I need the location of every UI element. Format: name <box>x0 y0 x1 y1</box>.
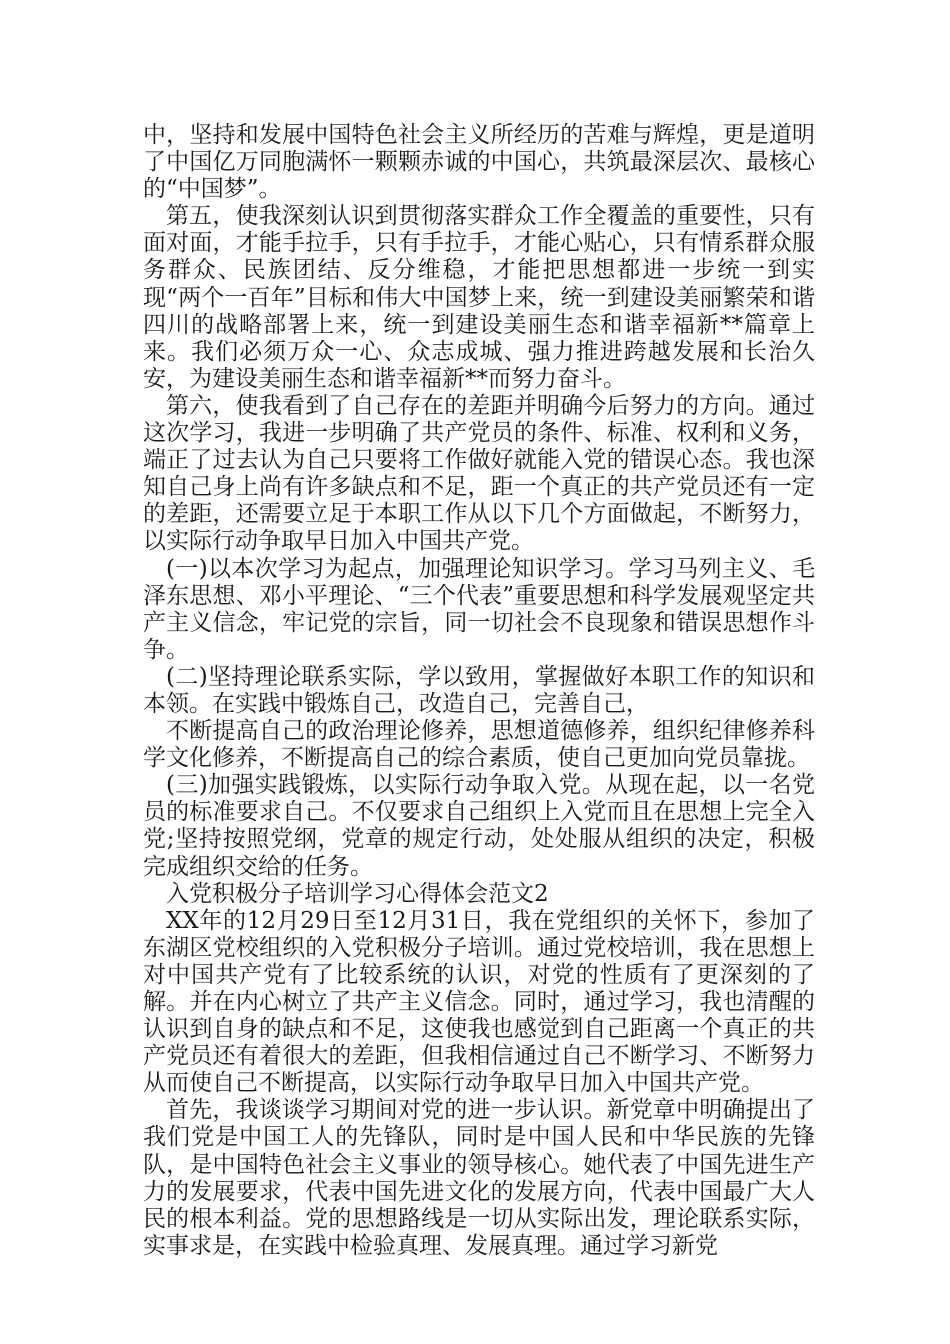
paragraph-training-intro: XX年的12月29日至12月31日，我在党组织的关怀下，参加了东湖区党校组织的入党积极分子培训。通过党校培训，我在思想上对中国共产党有了比较系统的认识，对党的性质有了更深刻的了解。并在内心树立了共产主义信念。同时，通过学习，我也清醒的认识到自身的缺点和不足，这使我也感觉到自己距离一个真正的共产党员还有着很大的差距，但我相信通过自己不断学习、不断努力从而使自己不断提高，以实际行动争取早日加入中国共产党。 <box>143 907 815 1097</box>
paragraph-first-understanding: 首先，我谈谈学习期间对党的进一步认识。新党章中明确提出了我们党是中国工人的先锋队，同时是中国人民和中华民族的先锋队，是中国特色社会主义事业的领导核心。她代表了中国先进生产力的发展要求，代表中国先进文化的发展方向，代表中国最广大人民的根本利益。党的思想路线是一切从实际出发，理论联系实际，实事求是，在实践中检验真理、发展真理。通过学习新党 <box>143 1097 815 1259</box>
paragraph-item-two-cont: 不断提高自己的政治理论修养，思想道德修养，组织纪律修养科学文化修养，不断提高自己的综合素质，使自己更加向党员靠拢。 <box>143 718 815 772</box>
paragraph-fifth-point: 第五，使我深刻认识到贯彻落实群众工作全覆盖的重要性，只有面对面，才能手拉手，只有手拉手，才能心贴心，只有情系群众服务群众、民族团结、反分维稳，才能把思想都进一步统一到实现“两个一百年”目标和伟大中国梦上来，统一到建设美丽繁荣和谐四川的战略部署上来，统一到建设美丽生态和谐幸福新**篇章上来。我们必须万众一心、众志成城、强力推进跨越发展和长治久安，为建设美丽生态和谐幸福新**而努力奋斗。 <box>143 203 815 392</box>
section-heading: 入党积极分子培训学习心得体会范文2 <box>166 880 549 907</box>
paragraph-item-three: (三)加强实践锻炼，以实际行动争取入党。从现在起，以一名党员的标准要求自己。不仅要求自己组织上入党而且在思想上完全入党;坚持按照党纲，党章的规定行动，处处服从组织的决定，积极完成组织交给的任务。 <box>143 772 815 880</box>
paragraph-sixth-point: 第六，使我看到了自己存在的差距并明确今后努力的方向。通过这次学习，我进一步明确了共产党员的条件、标准、权利和义务，端正了过去认为自己只要将工作做好就能入党的错误心态。我也深知自己身上尚有许多缺点和不足，距一个真正的共产党员还有一定的差距，还需要立足于本职工作从以下几个方面做起，不断努力，以实际行动争取早日加入中国共产党。 <box>143 392 815 555</box>
paragraph-item-two: (二)坚持理论联系实际，学以致用，掌握做好本职工作的知识和本领。在实践中锻炼自己，改造自己，完善自己， <box>143 663 815 717</box>
paragraph-item-one: (一)以本次学习为起点，加强理论知识学习。学习马列主义、毛泽东思想、邓小平理论、“三个代表”重要思想和科学发展观坚定共产主义信念，牢记党的宗旨，同一切社会不良现象和错误思想作斗争。 <box>143 555 815 663</box>
paragraph-continuation: 中，坚持和发展中国特色社会主义所经历的苦难与辉煌，更是道明了中国亿万同胞满怀一颗颗赤诚的中国心，共筑最深层次、最核心的“中国梦”。 <box>143 122 815 203</box>
document-body <box>143 122 815 1260</box>
